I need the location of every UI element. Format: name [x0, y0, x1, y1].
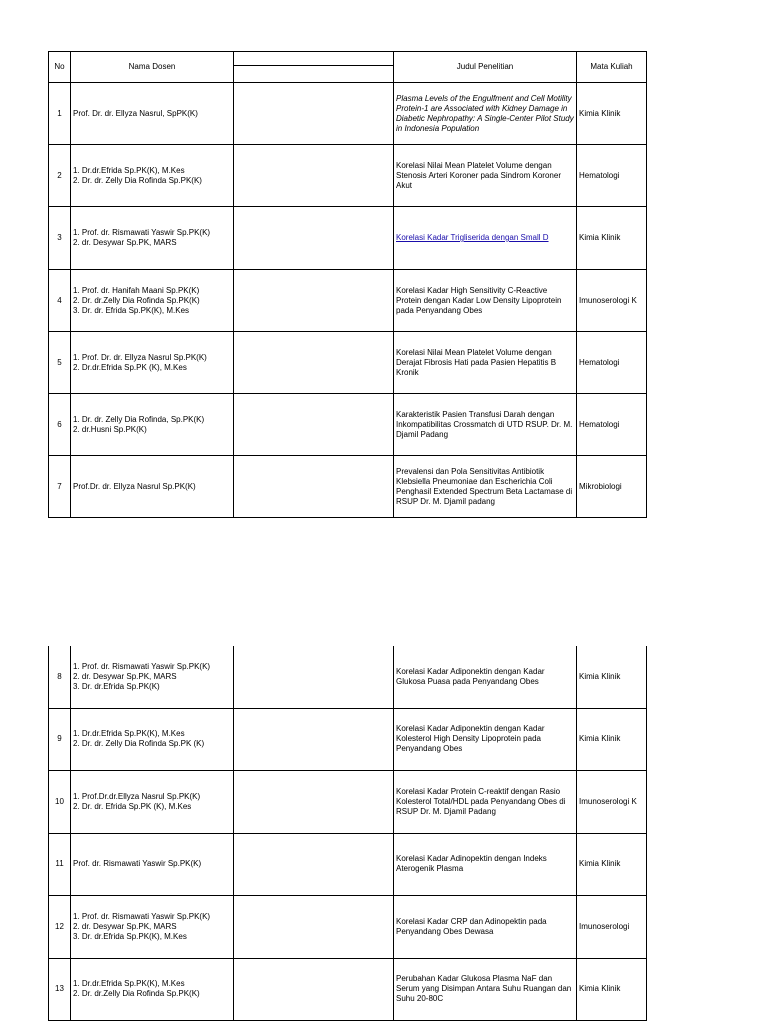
row-judul	[394, 207, 577, 270]
row-nama: 1. Dr.dr.Efrida Sp.PK(K), M.Kes 2. Dr. dr. Zelly Dia Rofinda Sp.PK(K)	[71, 145, 234, 207]
row-no: 6	[49, 394, 71, 456]
row-nama: 1. Prof.Dr.dr.Ellyza Nasrul Sp.PK(K) 2. Dr. dr. Efrida Sp.PK (K), M.Kes	[71, 770, 234, 833]
research-table-top	[48, 51, 647, 518]
table-row	[49, 456, 647, 518]
table-row	[49, 145, 647, 207]
row-mata-kuliah: Kimia Klinik	[577, 708, 647, 770]
row-judul: Korelasi Kadar Adinopektin dengan Indeks Aterogenik Plasma	[394, 833, 577, 895]
table-row	[49, 394, 647, 456]
table-row	[49, 646, 647, 708]
row-judul: Korelasi Kadar Adiponektin dengan Kadar Kolesterol High Density Lipoprotein pada Penyandang Obes	[394, 708, 577, 770]
table-row	[49, 708, 647, 770]
row-judul: Plasma Levels of the Engulfment and Cell Motility Protein-1 are Associated with Kidney Damage in Diabetic Nephropathy: A Single-Center Pilot Study in Indonesia Population	[394, 83, 577, 145]
row-judul: Korelasi Kadar Adiponektin dengan Kadar Glukosa Puasa pada Penyandang Obes	[394, 646, 577, 708]
row-no: 7	[49, 456, 71, 518]
row-blank	[234, 958, 394, 1020]
row-judul: Karakteristik Pasien Transfusi Darah dengan Inkompatibilitas Crossmatch di UTD RSUP. Dr. M. Djamil Padang	[394, 394, 577, 456]
judul-link[interactable]: Korelasi Kadar Trigliserida dengan Small D	[396, 233, 549, 242]
row-blank	[234, 145, 394, 207]
row-blank	[234, 394, 394, 456]
table-row	[49, 895, 647, 958]
row-blank	[234, 646, 394, 708]
row-nama: 1. Prof. dr. Rismawati Yaswir Sp.PK(K) 2. dr. Desywar Sp.PK, MARS 3. Dr. dr.Efrida Sp.PK(K)	[71, 646, 234, 708]
row-mata-kuliah: Hematologi	[577, 145, 647, 207]
row-mata-kuliah: Hematologi	[577, 332, 647, 394]
header-no: No	[49, 52, 71, 83]
row-mata-kuliah: Imunoserologi	[577, 895, 647, 958]
row-blank	[234, 270, 394, 332]
header-judul: Judul Penelitian	[394, 52, 577, 83]
row-nama: Prof. Dr. dr. Ellyza Nasrul, SpPK(K)	[71, 83, 234, 145]
row-no: 10	[49, 770, 71, 833]
row-mata-kuliah: Imunoserologi K	[577, 770, 647, 833]
row-nama: 1. Dr.dr.Efrida Sp.PK(K), M.Kes 2. Dr. dr.Zelly Dia Rofinda Sp.PK(K)	[71, 958, 234, 1020]
row-nama: Prof. dr. Rismawati Yaswir Sp.PK(K)	[71, 833, 234, 895]
table-row	[49, 207, 647, 270]
header-blank	[234, 52, 394, 83]
row-blank	[234, 83, 394, 145]
row-judul: Prevalensi dan Pola Sensitivitas Antibiotik Klebsiella Pneumoniae dan Escherichia Coli Penghasil Extended Spectrum Beta Lactamase di RSUP Dr. M. Djamil padang	[394, 456, 577, 518]
row-mata-kuliah: Imunoserologi K	[577, 270, 647, 332]
row-no: 3	[49, 207, 71, 270]
table-row	[49, 270, 647, 332]
row-judul: Perubahan Kadar Glukosa Plasma NaF dan Serum yang Disimpan Antara Suhu Ruangan dan Suhu 20-80C	[394, 958, 577, 1020]
row-blank	[234, 708, 394, 770]
row-nama: 1. Prof. Dr. dr. Ellyza Nasrul Sp.PK(K) 2. Dr.dr.Efrida Sp.PK (K), M.Kes	[71, 332, 234, 394]
row-no: 9	[49, 708, 71, 770]
row-nama: 1. Prof. dr. Hanifah Maani Sp.PK(K) 2. Dr. dr.Zelly Dia Rofinda Sp.PK(K) 3. Dr. dr. Efrida Sp.PK(K), M.Kes	[71, 270, 234, 332]
row-blank	[234, 833, 394, 895]
row-blank	[234, 456, 394, 518]
row-blank	[234, 332, 394, 394]
row-mata-kuliah: Kimia Klinik	[577, 83, 647, 145]
row-nama: 1. Dr. dr. Zelly Dia Rofinda, Sp.PK(K) 2. dr.Husni Sp.PK(K)	[71, 394, 234, 456]
row-judul: Korelasi Nilai Mean Platelet Volume dengan Derajat Fibrosis Hati pada Pasien Hepatitis B Kronik	[394, 332, 577, 394]
row-judul: Korelasi Kadar High Sensitivity C-Reactive Protein dengan Kadar Low Density Lipoprotein pada Penyandang Obes	[394, 270, 577, 332]
row-judul: Korelasi Nilai Mean Platelet Volume dengan Stenosis Arteri Koroner pada Sindrom Koroner Akut	[394, 145, 577, 207]
row-mata-kuliah: Mikrobiologi	[577, 456, 647, 518]
table-row	[49, 958, 647, 1020]
row-no: 1	[49, 83, 71, 145]
row-blank	[234, 207, 394, 270]
row-mata-kuliah: Kimia Klinik	[577, 646, 647, 708]
row-no: 13	[49, 958, 71, 1020]
table-row	[49, 332, 647, 394]
research-table-bottom	[48, 646, 647, 1021]
row-no: 4	[49, 270, 71, 332]
row-judul: Korelasi Kadar CRP dan Adinopektin pada Penyandang Obes Dewasa	[394, 895, 577, 958]
row-mata-kuliah: Kimia Klinik	[577, 207, 647, 270]
row-no: 8	[49, 646, 71, 708]
row-judul: Korelasi Kadar Protein C-reaktif dengan Rasio Kolesterol Total/HDL pada Penyandang Obes di RSUP Dr. M. Djamil Padang	[394, 770, 577, 833]
row-no: 12	[49, 895, 71, 958]
row-mata-kuliah: Kimia Klinik	[577, 833, 647, 895]
table-header-row	[49, 52, 647, 83]
row-blank	[234, 770, 394, 833]
header-mata-kuliah: Mata Kuliah	[577, 52, 647, 83]
row-mata-kuliah: Kimia Klinik	[577, 958, 647, 1020]
row-blank	[234, 895, 394, 958]
table-row	[49, 833, 647, 895]
row-nama: 1. Dr.dr.Efrida Sp.PK(K), M.Kes 2. Dr. dr. Zelly Dia Rofinda Sp.PK (K)	[71, 708, 234, 770]
row-mata-kuliah: Hematologi	[577, 394, 647, 456]
header-nama-dosen: Nama Dosen	[71, 52, 234, 83]
row-no: 11	[49, 833, 71, 895]
row-no: 2	[49, 145, 71, 207]
row-nama: 1. Prof. dr. Rismawati Yaswir Sp.PK(K) 2. dr. Desywar Sp.PK, MARS	[71, 207, 234, 270]
table-row	[49, 770, 647, 833]
table-row	[49, 83, 647, 145]
row-nama: 1. Prof. dr. Rismawati Yaswir Sp.PK(K) 2. dr. Desywar Sp.PK, MARS 3. Dr. dr.Efrida Sp.PK(K), M.Kes	[71, 895, 234, 958]
row-no: 5	[49, 332, 71, 394]
row-nama: Prof.Dr. dr. Ellyza Nasrul Sp.PK(K)	[71, 456, 234, 518]
